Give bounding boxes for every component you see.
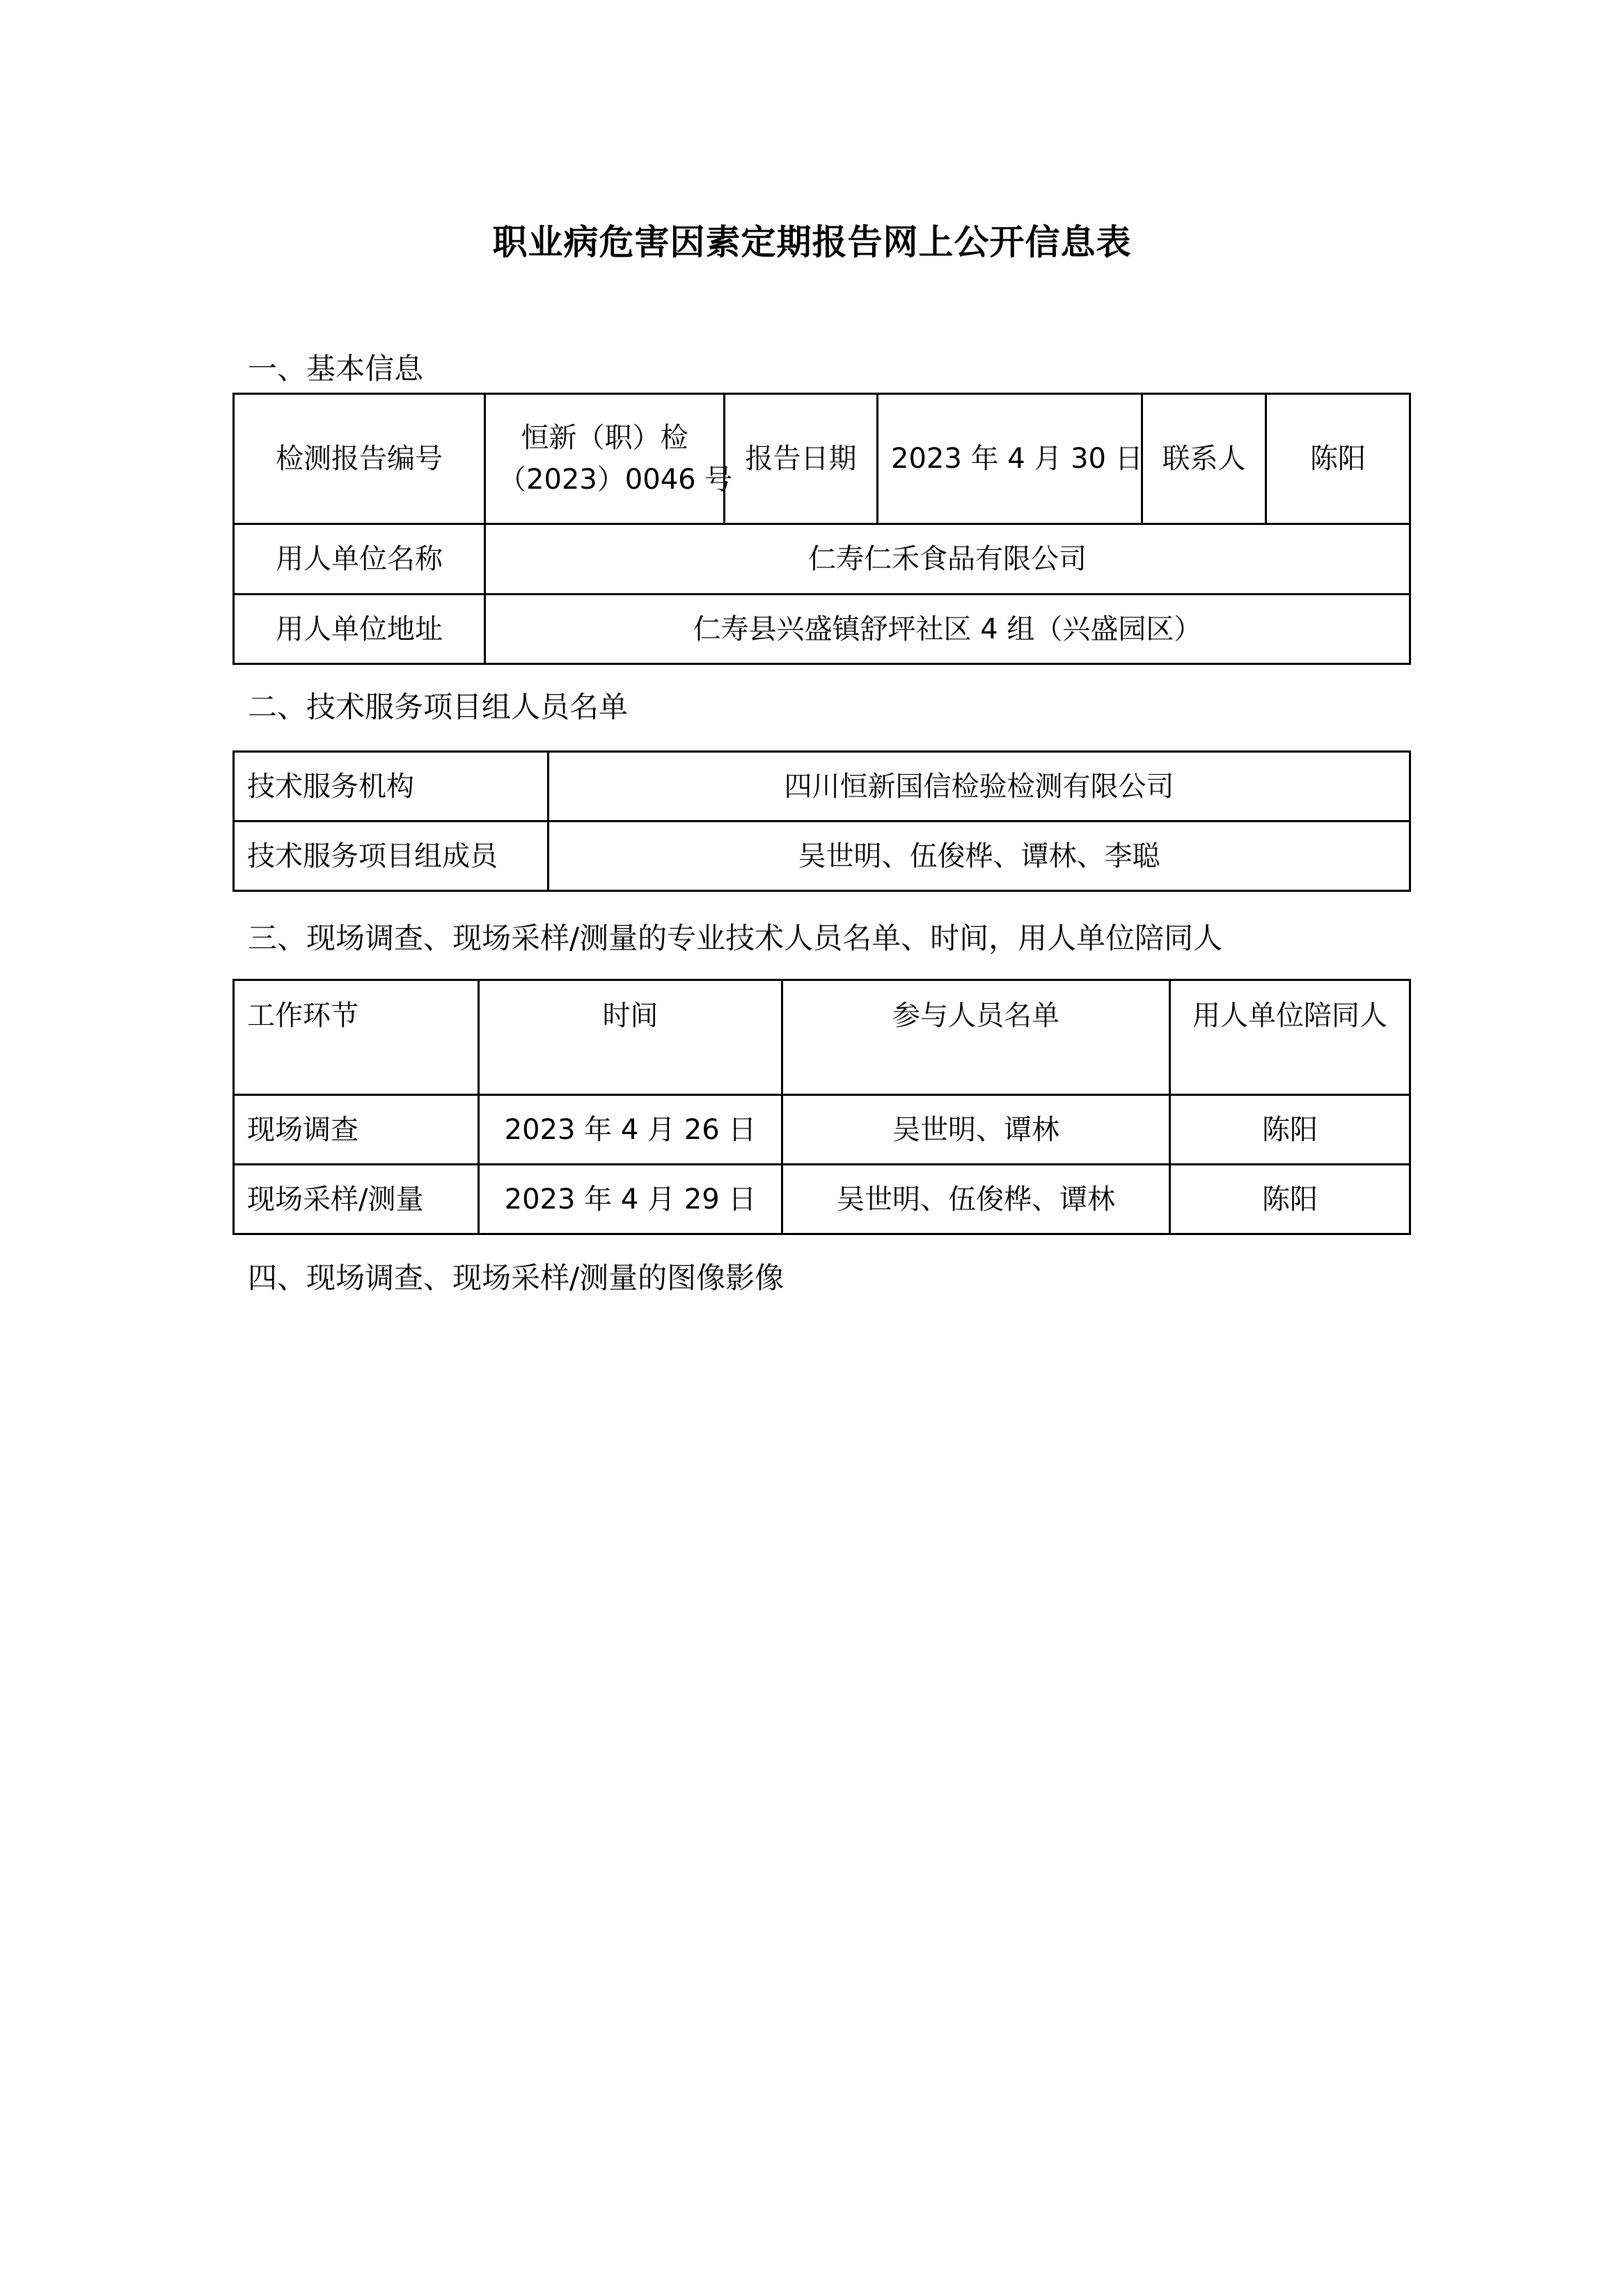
report-number-value [485, 394, 733, 524]
header-escort: 用人单位陪同人 [1170, 980, 1410, 1095]
employer-address-label: 用人单位地址 [234, 595, 485, 664]
contact-value: 陈阳 [1266, 394, 1410, 524]
table-row [234, 1165, 1410, 1234]
header-time: 时间 [479, 980, 782, 1095]
field-staff-table [232, 979, 1411, 1235]
employer-name-value: 仁寿仁禾食品有限公司 [485, 524, 1410, 595]
service-org-value: 四川恒新国信检验检测有限公司 [549, 752, 1410, 821]
row-stage: 现场采样/测量 [234, 1165, 479, 1234]
row-escort: 陈阳 [1170, 1165, 1410, 1234]
project-team-table [232, 750, 1411, 892]
report-date-label: 报告日期 [725, 394, 878, 524]
row-date: 2023 年 4 月 29 日 [479, 1165, 782, 1234]
team-members-label: 技术服务项目组成员 [234, 821, 549, 891]
header-stage: 工作环节 [234, 980, 479, 1095]
table-row [234, 1095, 1410, 1165]
contact-label: 联系人 [1142, 394, 1266, 524]
row-date: 2023 年 4 月 26 日 [479, 1095, 782, 1165]
service-org-label: 技术服务机构 [234, 752, 549, 821]
header-staff: 参与人员名单 [782, 980, 1170, 1095]
section-heading-field-staff: 三、现场调查、现场采样/测量的专业技术人员名单、时间，用人单位陪同人 [248, 921, 1223, 955]
report-number-line2: （2023）0046 号 [498, 464, 733, 496]
page-title: 职业病危害因素定期报告网上公开信息表 [492, 222, 1132, 262]
basic-info-table [232, 393, 1411, 665]
employer-name-label: 用人单位名称 [234, 524, 485, 595]
report-number-line1: 恒新（职）检 [521, 422, 688, 454]
row-escort: 陈阳 [1170, 1095, 1410, 1165]
section-heading-project-team: 二、技术服务项目组人员名单 [248, 690, 629, 724]
row-staff: 吴世明、伍俊桦、谭林 [782, 1165, 1170, 1234]
row-stage: 现场调查 [234, 1095, 479, 1165]
report-date-value: 2023 年 4 月 30 日 [878, 394, 1142, 524]
employer-address-value: 仁寿县兴盛镇舒坪社区 4 组（兴盛园区） [485, 595, 1410, 664]
report-number-label: 检测报告编号 [234, 394, 485, 524]
team-members-value: 吴世明、伍俊桦、谭林、李聪 [549, 821, 1410, 891]
section-heading-images: 四、现场调查、现场采样/测量的图像影像 [248, 1261, 785, 1295]
row-staff: 吴世明、谭林 [782, 1095, 1170, 1165]
section-heading-basic-info: 一、基本信息 [248, 352, 424, 386]
